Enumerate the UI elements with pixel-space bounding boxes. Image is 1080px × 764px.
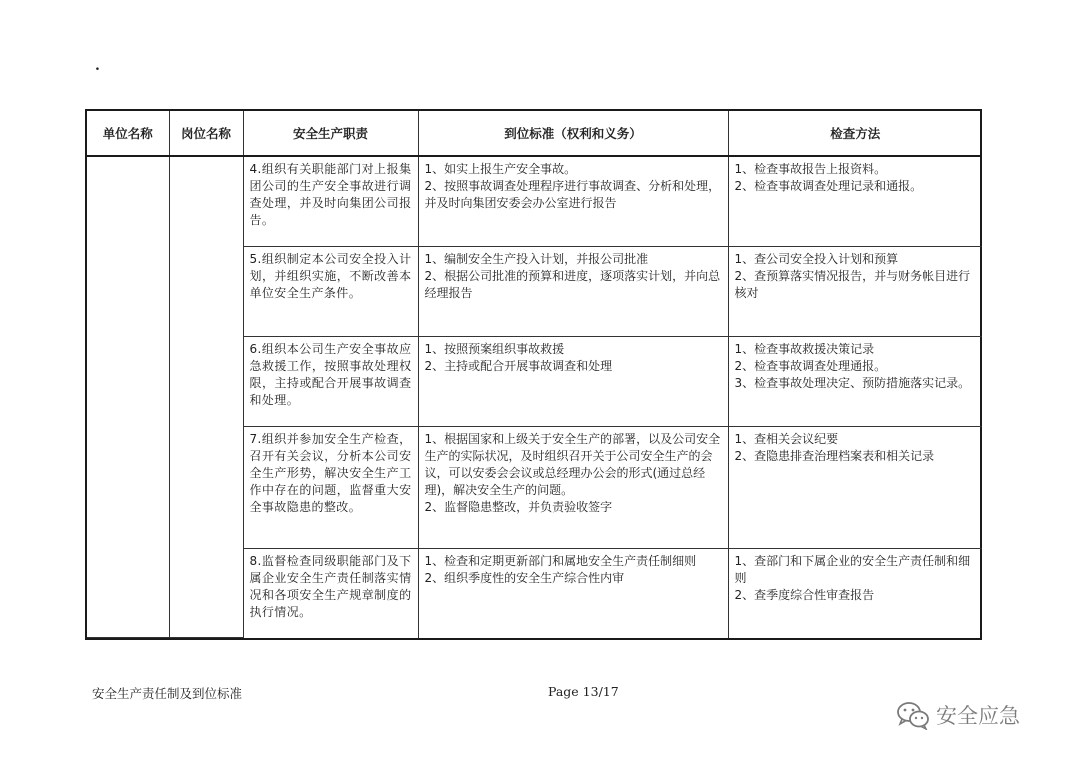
responsibility-cell: 7.组织并参加安全生产检查，召开有关会议，分析本公司安全生产形势，解决安全生产工作中存在的问题，监督重大安全事故隐患的整改。 — [243, 426, 418, 548]
header-position: 岗位名称 — [169, 111, 243, 156]
responsibility-cell: 5.组织制定本公司安全投入计划，并组织实施，不断改善本单位安全生产条件。 — [243, 246, 418, 336]
header-method: 检查方法 — [728, 111, 982, 156]
standard-line: 1、如实上报生产安全事故。 — [424, 162, 577, 176]
method-line: 1、检查事故报告上报资料。 — [734, 162, 887, 176]
method-cell — [728, 548, 982, 638]
method-line: 2、查预算落实情况报告，并与财务帐目进行核对 — [734, 268, 971, 300]
responsibility-cell: 4.组织有关职能部门对上报集团公司的生产安全事故进行调查处理，并及时向集团公司报告。 — [243, 156, 418, 246]
standard-line: 1、按照预案组织事故救援 — [424, 341, 565, 356]
method-cell — [728, 246, 982, 336]
responsibility-cell: 6.组织本公司生产安全事故应急救援工作，按照事故处理权限，主持或配合开展事故调查和处理。 — [243, 336, 418, 426]
method-cell — [728, 426, 982, 548]
responsibility-table-wrapper — [85, 109, 982, 640]
watermark — [896, 700, 1020, 730]
header-unit: 单位名称 — [87, 111, 169, 156]
standard-line: 2、根据公司批准的预算和进度，逐项落实计划，并向总经理报告 — [424, 268, 721, 300]
standard-cell — [418, 548, 728, 638]
position-name-cell — [169, 156, 243, 638]
method-line: 2、检查事故调查处理通报。 — [734, 358, 887, 373]
footer-document-title: 安全生产责任制及到位标准 — [92, 686, 243, 701]
wechat-icon — [896, 700, 930, 730]
unit-name-cell — [87, 156, 169, 638]
standard-cell — [418, 156, 728, 246]
method-line: 3、检查事故处理决定、预防措施落实记录。 — [734, 375, 971, 390]
standard-cell — [418, 246, 728, 336]
standard-line: 1、编制安全生产投入计划，并报公司批准 — [424, 251, 649, 266]
method-line: 2、查季度综合性审查报告 — [734, 587, 875, 602]
table-row — [87, 156, 982, 246]
responsibility-table — [87, 111, 982, 638]
method-line: 1、查公司安全投入计划和预算 — [734, 251, 899, 266]
method-cell — [728, 156, 982, 246]
header-standard: 到位标准（权利和义务） — [418, 111, 728, 156]
table-header-row — [87, 111, 982, 156]
responsibility-cell: 8.监督检查同级职能部门及下属企业安全生产责任制落实情况和各项安全生产规章制度的执行情况。 — [243, 548, 418, 638]
standard-cell — [418, 336, 728, 426]
standard-line: 1、检查和定期更新部门和属地安全生产责任制细则 — [424, 553, 697, 568]
standard-line: 2、监督隐患整改，并负责验收签字 — [424, 499, 613, 514]
method-line: 2、查隐患排查治理档案表和相关记录 — [734, 448, 935, 463]
method-line: 1、查相关会议纪要 — [734, 431, 839, 446]
standard-line: 2、按照事故调查处理程序进行事故调查、分析和处理，并及时向集团安委会办公室进行报告 — [424, 179, 721, 210]
header-responsibility: 安全生产职责 — [243, 111, 418, 156]
standard-cell — [418, 426, 728, 548]
method-line: 2、检查事故调查处理记录和通报。 — [734, 179, 923, 193]
standard-line: 1、根据国家和上级关于安全生产的部署，以及公司安全生产的实际状况，及时组织召开关于公司安全生产的会议，可以安委会会议或总经理办公会的形式(通过总经理)，解决安全生产的问题。 — [424, 431, 721, 497]
method-line: 1、查部门和下属企业的安全生产责任制和细则 — [734, 553, 971, 585]
standard-line: 2、主持或配合开展事故调查和处理 — [424, 358, 613, 373]
method-cell — [728, 336, 982, 426]
standard-line: 2、组织季度性的安全生产综合性内审 — [424, 570, 625, 585]
watermark-text: 安全应急 — [936, 704, 1020, 728]
footer-page-number: Page 13/17 — [548, 684, 619, 699]
method-line: 1、检查事故救援决策记录 — [734, 341, 875, 356]
top-mark: . — [95, 58, 100, 74]
